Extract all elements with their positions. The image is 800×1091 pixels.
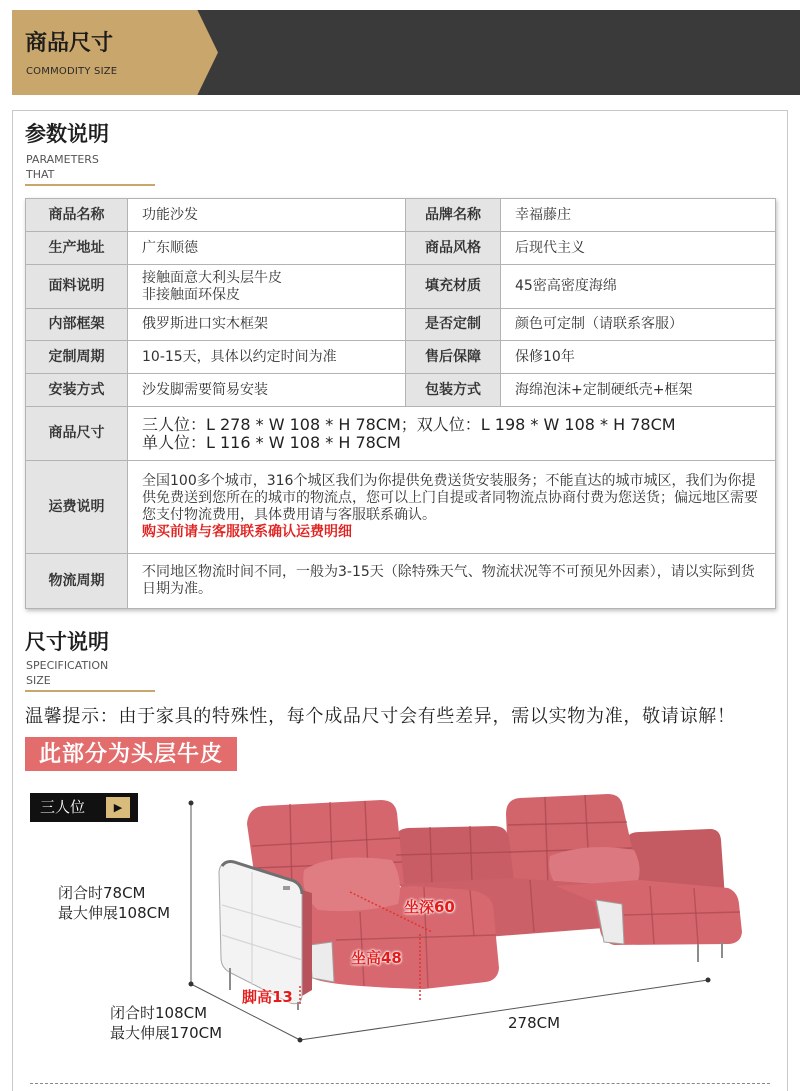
width-dimension-line (300, 980, 708, 1040)
params-subtitle-line-2: THAT (26, 168, 55, 181)
size-line: 三人位：L 278 * W 108 * H 78CM；双人位：L 198 * W 108 * H 78CM (142, 414, 676, 434)
table-row (26, 461, 776, 554)
row-value: 颜色可定制（请联系客服） (501, 309, 776, 341)
arm-logo-badge (283, 886, 290, 890)
notice-text: 温馨提示：由于家具的特殊性，每个成品尺寸会有些差异，需以实物为准，敬请谅解！ (25, 706, 736, 727)
seat-type-label: 三人位 (40, 798, 86, 816)
dimension-dot (298, 1038, 303, 1043)
seat-height-label: 坐高48 (351, 949, 402, 967)
row-label: 商品名称 (26, 199, 128, 232)
row-value (128, 265, 406, 309)
row-value: 功能沙发 (128, 199, 406, 232)
row-label: 定制周期 (26, 341, 128, 374)
params-subtitle-line-1: PARAMETERS (26, 153, 99, 166)
dimension-dot (189, 982, 194, 987)
height-extended-label: 最大伸展108CM (58, 904, 171, 922)
shipping-highlight: 购买前请与客服联系确认运费明细 (142, 524, 352, 540)
params-title-rule (25, 184, 155, 186)
table-row (26, 265, 776, 309)
table-row (26, 199, 776, 232)
value-line: 非接触面环保皮 (142, 286, 240, 303)
sofa-right-mechanism (596, 900, 624, 944)
row-value: 幸福藤庄 (501, 199, 776, 232)
height-closed-label: 闭合时78CM (58, 884, 146, 902)
spec-subtitle-line-2: SIZE (26, 674, 51, 687)
logistics-info (128, 554, 776, 609)
row-label: 面料说明 (26, 265, 128, 309)
width-label: 278CM (508, 1014, 561, 1032)
size-values (128, 407, 776, 461)
sofa-left-arm-side (302, 890, 312, 996)
row-value: 沙发脚需要简易安装 (128, 374, 406, 407)
sofa-left-arm (219, 862, 302, 1004)
table-row (26, 374, 776, 407)
banner-subtitle: COMMODITY SIZE (26, 66, 118, 77)
row-label: 商品尺寸 (26, 407, 128, 461)
row-label: 运费说明 (26, 461, 128, 554)
row-label: 安装方式 (26, 374, 128, 407)
bottom-dashed-divider (30, 1083, 770, 1084)
logistics-text: 不同地区物流时间不同，一般为3-15天（除特殊天气、物流状况等不可预见外因素），请以实际到货日期为准。 (142, 564, 755, 597)
row-label: 是否定制 (406, 309, 501, 341)
row-value: 保修10年 (501, 341, 776, 374)
parameters-table (25, 198, 776, 609)
leather-banner: 此部分为头层牛皮 (25, 737, 237, 771)
dimension-dot (706, 978, 711, 983)
table-row (26, 554, 776, 609)
row-label: 售后保障 (406, 341, 501, 374)
shipping-text: 全国100多个城市，316个城区我们为你提供免费送货安装服务；不能直达的城市城区，我们为你提供免费送到您所在的城市的物流点，您可以上门自提或者同物流点协商付费为您送货；偏远地区需要您支付物流费用，具体费用请与客服联系确认。 (142, 473, 758, 523)
sofa-middle-backrest (394, 826, 514, 886)
table-row (26, 232, 776, 265)
sofa-left-pillow (303, 858, 400, 912)
table-row (26, 341, 776, 374)
size-line: 单人位：L 116 * W 108 * H 78CM (142, 432, 401, 452)
row-label: 物流周期 (26, 554, 128, 609)
dimension-dot (189, 801, 194, 806)
seat-type-tag (30, 793, 138, 822)
table-row (26, 407, 776, 461)
row-label: 填充材质 (406, 265, 501, 309)
spec-title: 尺寸说明 (25, 630, 109, 654)
depth-extended-label: 最大伸展170CM (110, 1024, 223, 1042)
row-label: 商品风格 (406, 232, 501, 265)
row-label: 品牌名称 (406, 199, 501, 232)
sofa-left-mechanism (310, 942, 334, 982)
value-line: 接触面意大利头层牛皮 (142, 269, 282, 286)
depth-closed-label: 闭合时108CM (110, 1004, 208, 1022)
spec-title-rule (25, 690, 155, 692)
banner-title: 商品尺寸 (25, 31, 114, 56)
play-arrow-icon: ▶ (106, 797, 130, 818)
row-value: 45密高密度海绵 (501, 265, 776, 309)
seat-depth-label: 坐深60 (404, 898, 455, 916)
row-label: 生产地址 (26, 232, 128, 265)
row-value: 海绵泡沫+定制硬纸壳+框架 (501, 374, 776, 407)
leg-height-label: 脚高13 (242, 988, 293, 1006)
row-value: 后现代主义 (501, 232, 776, 265)
row-label: 内部框架 (26, 309, 128, 341)
params-title: 参数说明 (25, 122, 109, 146)
row-value: 俄罗斯进口实木框架 (128, 309, 406, 341)
spec-subtitle-line-1: SPECIFICATION (26, 659, 109, 672)
table-row (26, 309, 776, 341)
shipping-info (128, 461, 776, 554)
row-value: 10-15天，具体以约定时间为准 (128, 341, 406, 374)
row-value: 广东顺德 (128, 232, 406, 265)
row-label: 包装方式 (406, 374, 501, 407)
